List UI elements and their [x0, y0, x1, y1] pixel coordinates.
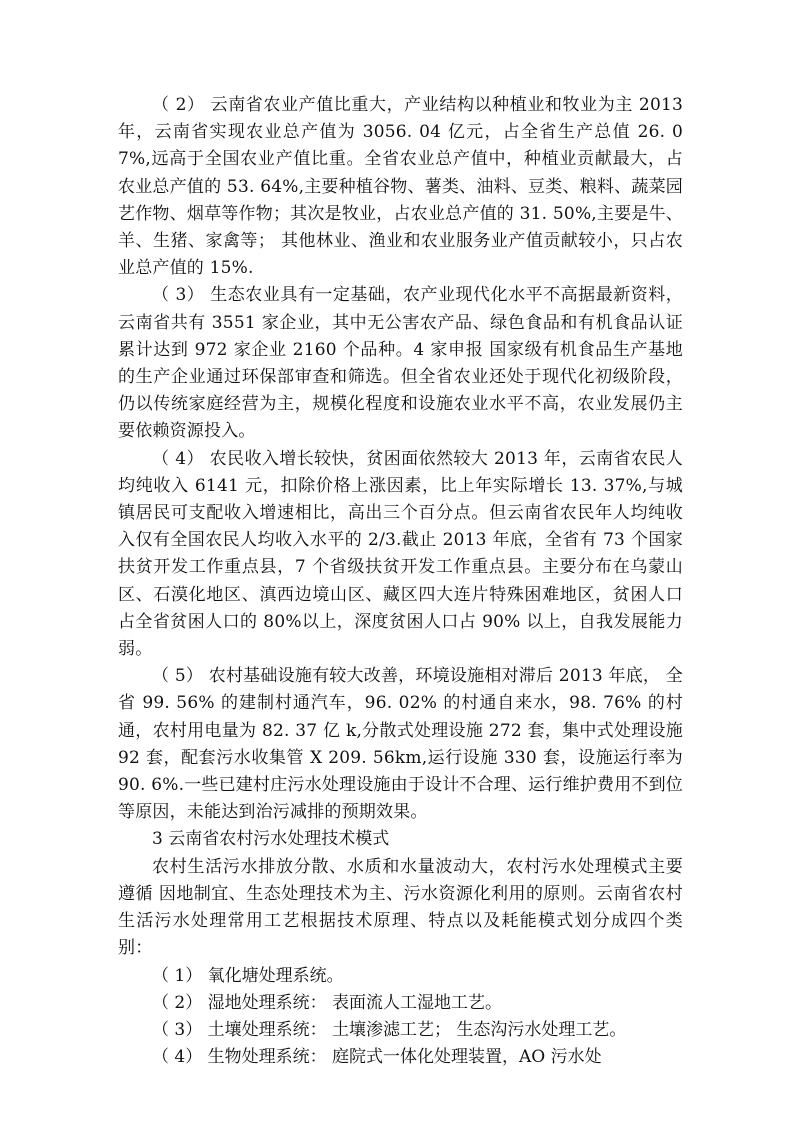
list-item-2: （ 2） 湿地处理系统： 表面流人工湿地工艺。	[152, 992, 503, 1013]
paragraph-3: （ 3） 生态农业具有一定基础，农产业现代化水平不高据最新资料，云南省共有 3551 家企业，其中无公害农产品、绿色食品和有机食品认证累计达到 972 家企业 2160 个品种。4 家申报 国家级有机食品生产基地的生产企业通过环保部审查和筛选。但全省农业还处于现代化初级阶段，仍以传统家庭经营为主，规模化程度和设施农业水平不高，农业发展仍主要依赖资源投入。	[118, 285, 683, 442]
section-heading: 3 云南省农村污水处理技术模式	[152, 829, 390, 850]
paragraph-5: （ 5） 农村基础设施有较大改善，环境设施相对滞后 2013 年底， 全省 99. 56% 的建制村通汽车，96. 02% 的村通自来水，98. 76% 的村通，农村用电量为 82. 37 亿 k,分散式处理设施 272 套，集中式处理设施 92 套，配套污水收集管 X 209. 56km,运行设施 330 套，设施运行率为 90. 6%.一些已建村庄污水处理设施由于设计不合理、运行维护费用不到位等原因，未能达到治污减排的预期效果。	[118, 666, 684, 823]
document-page	[118, 92, 683, 1071]
list-item-3: （ 3） 土壤处理系统： 土壤渗滤工艺； 生态沟污水处理工艺。	[152, 1019, 627, 1040]
paragraph-2: （ 2） 云南省农业产值比重大，产业结构以种植业和牧业为主 2013 年，云南省实现农业总产值为 3056. 04 亿元，占全省生产总值 26. 07%,远高于全国农业产值比重。全省农业总产值中，种植业贡献最大，占农业总产值的 53. 64%,主要种植谷物、薯类、油料、豆类、粮料、蔬菜园艺作物、烟草等作物；其次是牧业，占农业总产值的 31. 50%,主要是牛、羊、生猪、家禽等； 其他林业、渔业和农业服务业产值贡献较小，只占农业总产值的 15%.	[118, 95, 683, 279]
list-item-4: （ 4） 生物处理系统： 庭院式一体化处理装置，AO 污水处	[152, 1047, 602, 1068]
list-item-1: （ 1） 氧化塘处理系统。	[152, 965, 344, 986]
paragraph-4: （ 4） 农民收入增长较快，贫困面依然较大 2013 年，云南省农民人均纯收入 6141 元，扣除价格上涨因素，比上年实际增长 13. 37%,与城镇居民可支配收入增速相比，高出三个百分点。但云南省农民年人均纯收入仅有全国农民人均收入水平的 2/3.截止 2013 年底，全省有 73 个国家扶贫开发工作重点县，7 个省级扶贫开发工作重点县。主要分布在乌蒙山区、石漠化地区、滇西边境山区、藏区四大连片特殊困难地区，贫困人口占全省贫困人口的 80%以上，深度贫困人口占 90% 以上，自我发展能力弱。	[118, 448, 683, 660]
section-intro: 农村生活污水排放分散、水质和水量波动大，农村污水处理模式主要遵循 因地制宜、生态处理技术为主、污水资源化利用的原则。云南省农村生活污水处理常用工艺根据技术原理、特点以及耗能模式划分成四个类别：	[118, 856, 683, 959]
